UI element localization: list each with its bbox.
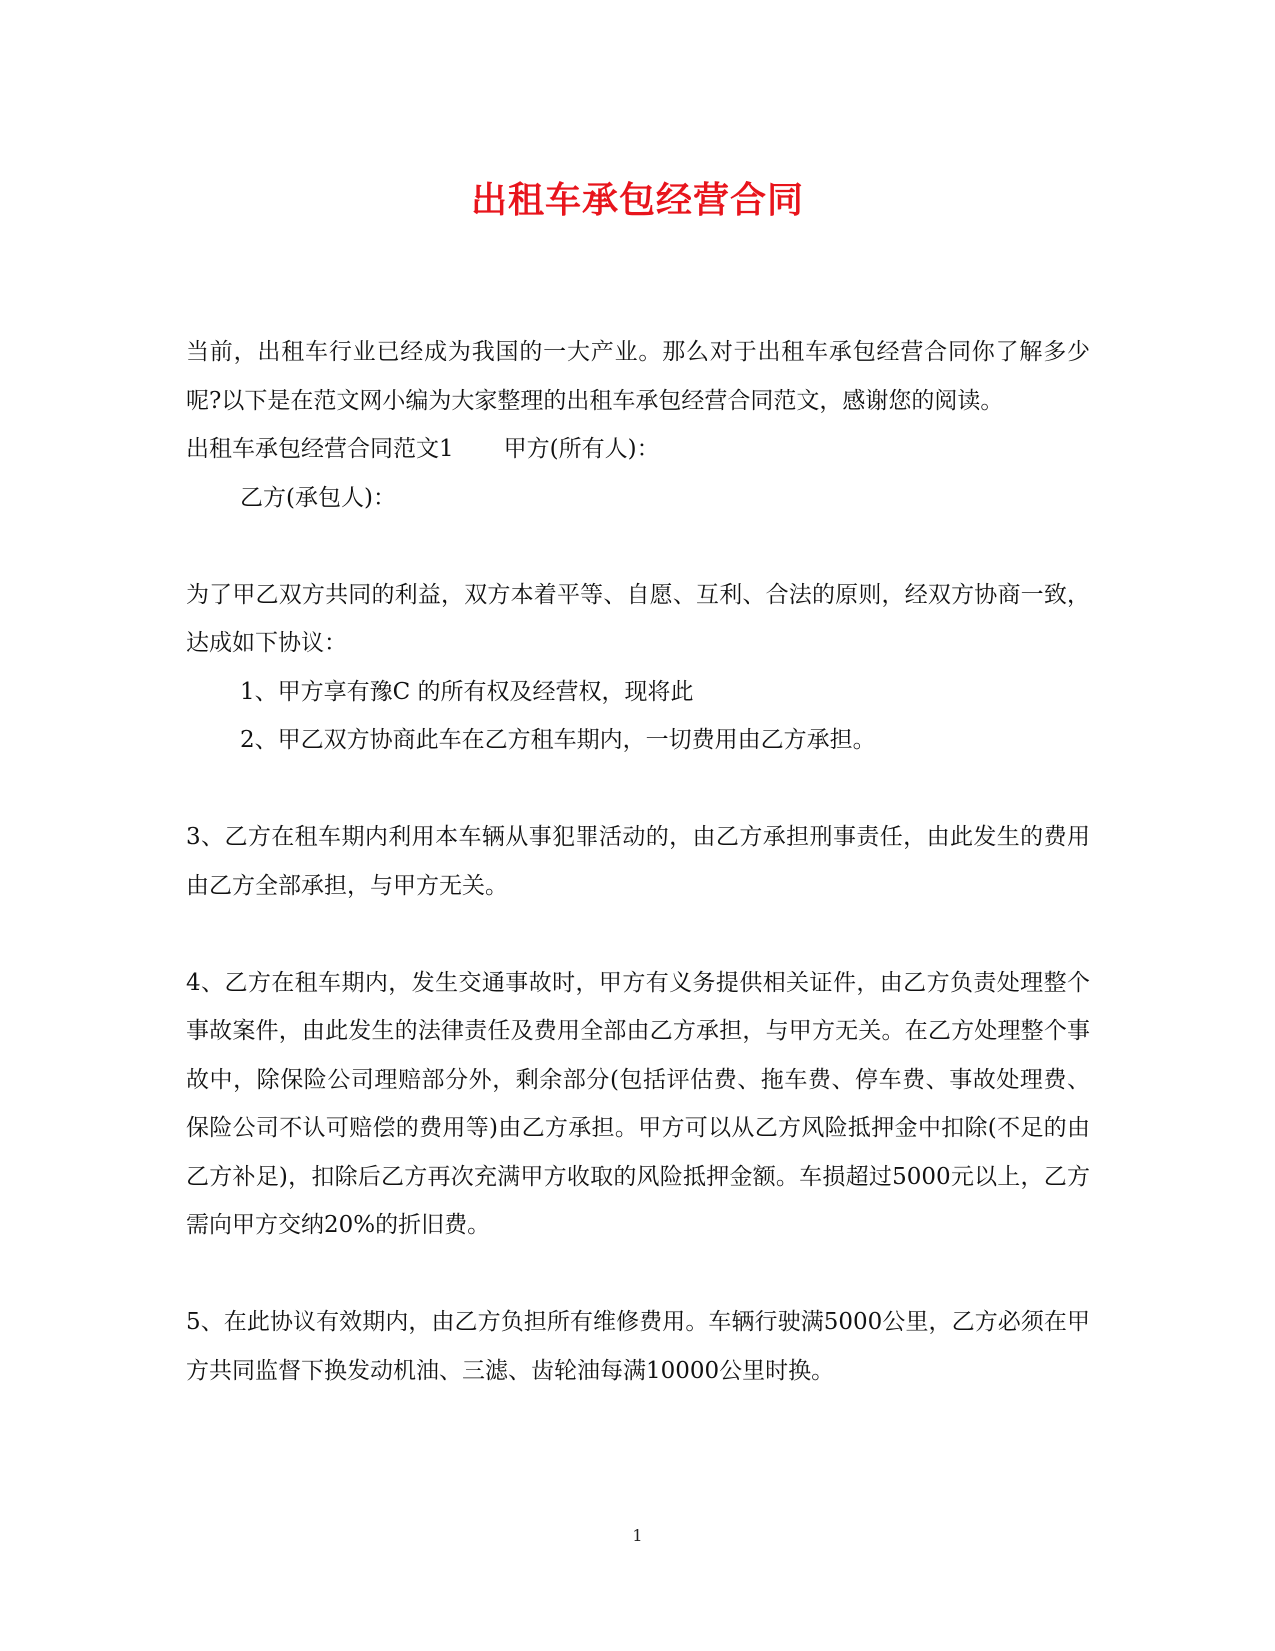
sample-heading-line bbox=[186, 425, 1090, 474]
paragraph-gap bbox=[186, 765, 1090, 814]
party-b-label: 乙方(承包人)： bbox=[240, 484, 396, 511]
clause-4: 4、乙方在租车期内，发生交通事故时，甲方有义务提供相关证件，由乙方负责处理整个事故案件，由此发生的法律责任及费用全部由乙方承担，与甲方无关。在乙方处理整个事故中，除保险公司理赔部分外，剩余部分(包括评估费、拖车费、停车费、事故处理费、保险公司不认可赔偿的费用等)由乙方承担。甲方可以从乙方风险抵押金中扣除(不足的由乙方补足)，扣除后乙方再次充满甲方收取的风险抵押金额。车损超过5000元以上，乙方需向甲方交纳20%的折旧费。 bbox=[186, 969, 1090, 1238]
paragraph-gap bbox=[186, 910, 1090, 959]
document-title: 出租车承包经营合同 bbox=[470, 179, 804, 221]
intro-paragraph: 当前，出租车行业已经成为我国的一大产业。那么对于出租车承包经营合同你了解多少呢?以下是在范文网小编为大家整理的出租车承包经营合同范文，感谢您的阅读。 bbox=[186, 339, 1090, 414]
sample-heading: 出租车承包经营合同范文1 bbox=[186, 436, 454, 462]
clause-3: 3、乙方在租车期内利用本车辆从事犯罪活动的，由乙方承担刑事责任，由此发生的费用由乙方全部承担，与甲方无关。 bbox=[186, 824, 1090, 899]
document-body bbox=[186, 328, 1090, 1395]
preamble-paragraph: 为了甲乙双方共同的利益，双方本着平等、自愿、互利、合法的原则，经双方协商一致，达成如下协议： bbox=[186, 581, 1090, 656]
page-number: 1 bbox=[632, 1526, 643, 1545]
paragraph-gap bbox=[186, 1250, 1090, 1299]
clause-5: 5、在此协议有效期内，由乙方负担所有维修费用。车辆行驶满5000公里，乙方必须在甲方共同监督下换发动机油、三滤、齿轮油每满10000公里时换。 bbox=[186, 1309, 1090, 1384]
clause-1: 1、甲方享有豫C 的所有权及经营权，现将此 bbox=[240, 678, 694, 705]
clause-2: 2、甲乙双方协商此车在乙方租车期内，一切费用由乙方承担。 bbox=[240, 727, 876, 753]
party-a-label: 甲方(所有人)： bbox=[503, 436, 660, 462]
paragraph-gap bbox=[186, 522, 1090, 571]
